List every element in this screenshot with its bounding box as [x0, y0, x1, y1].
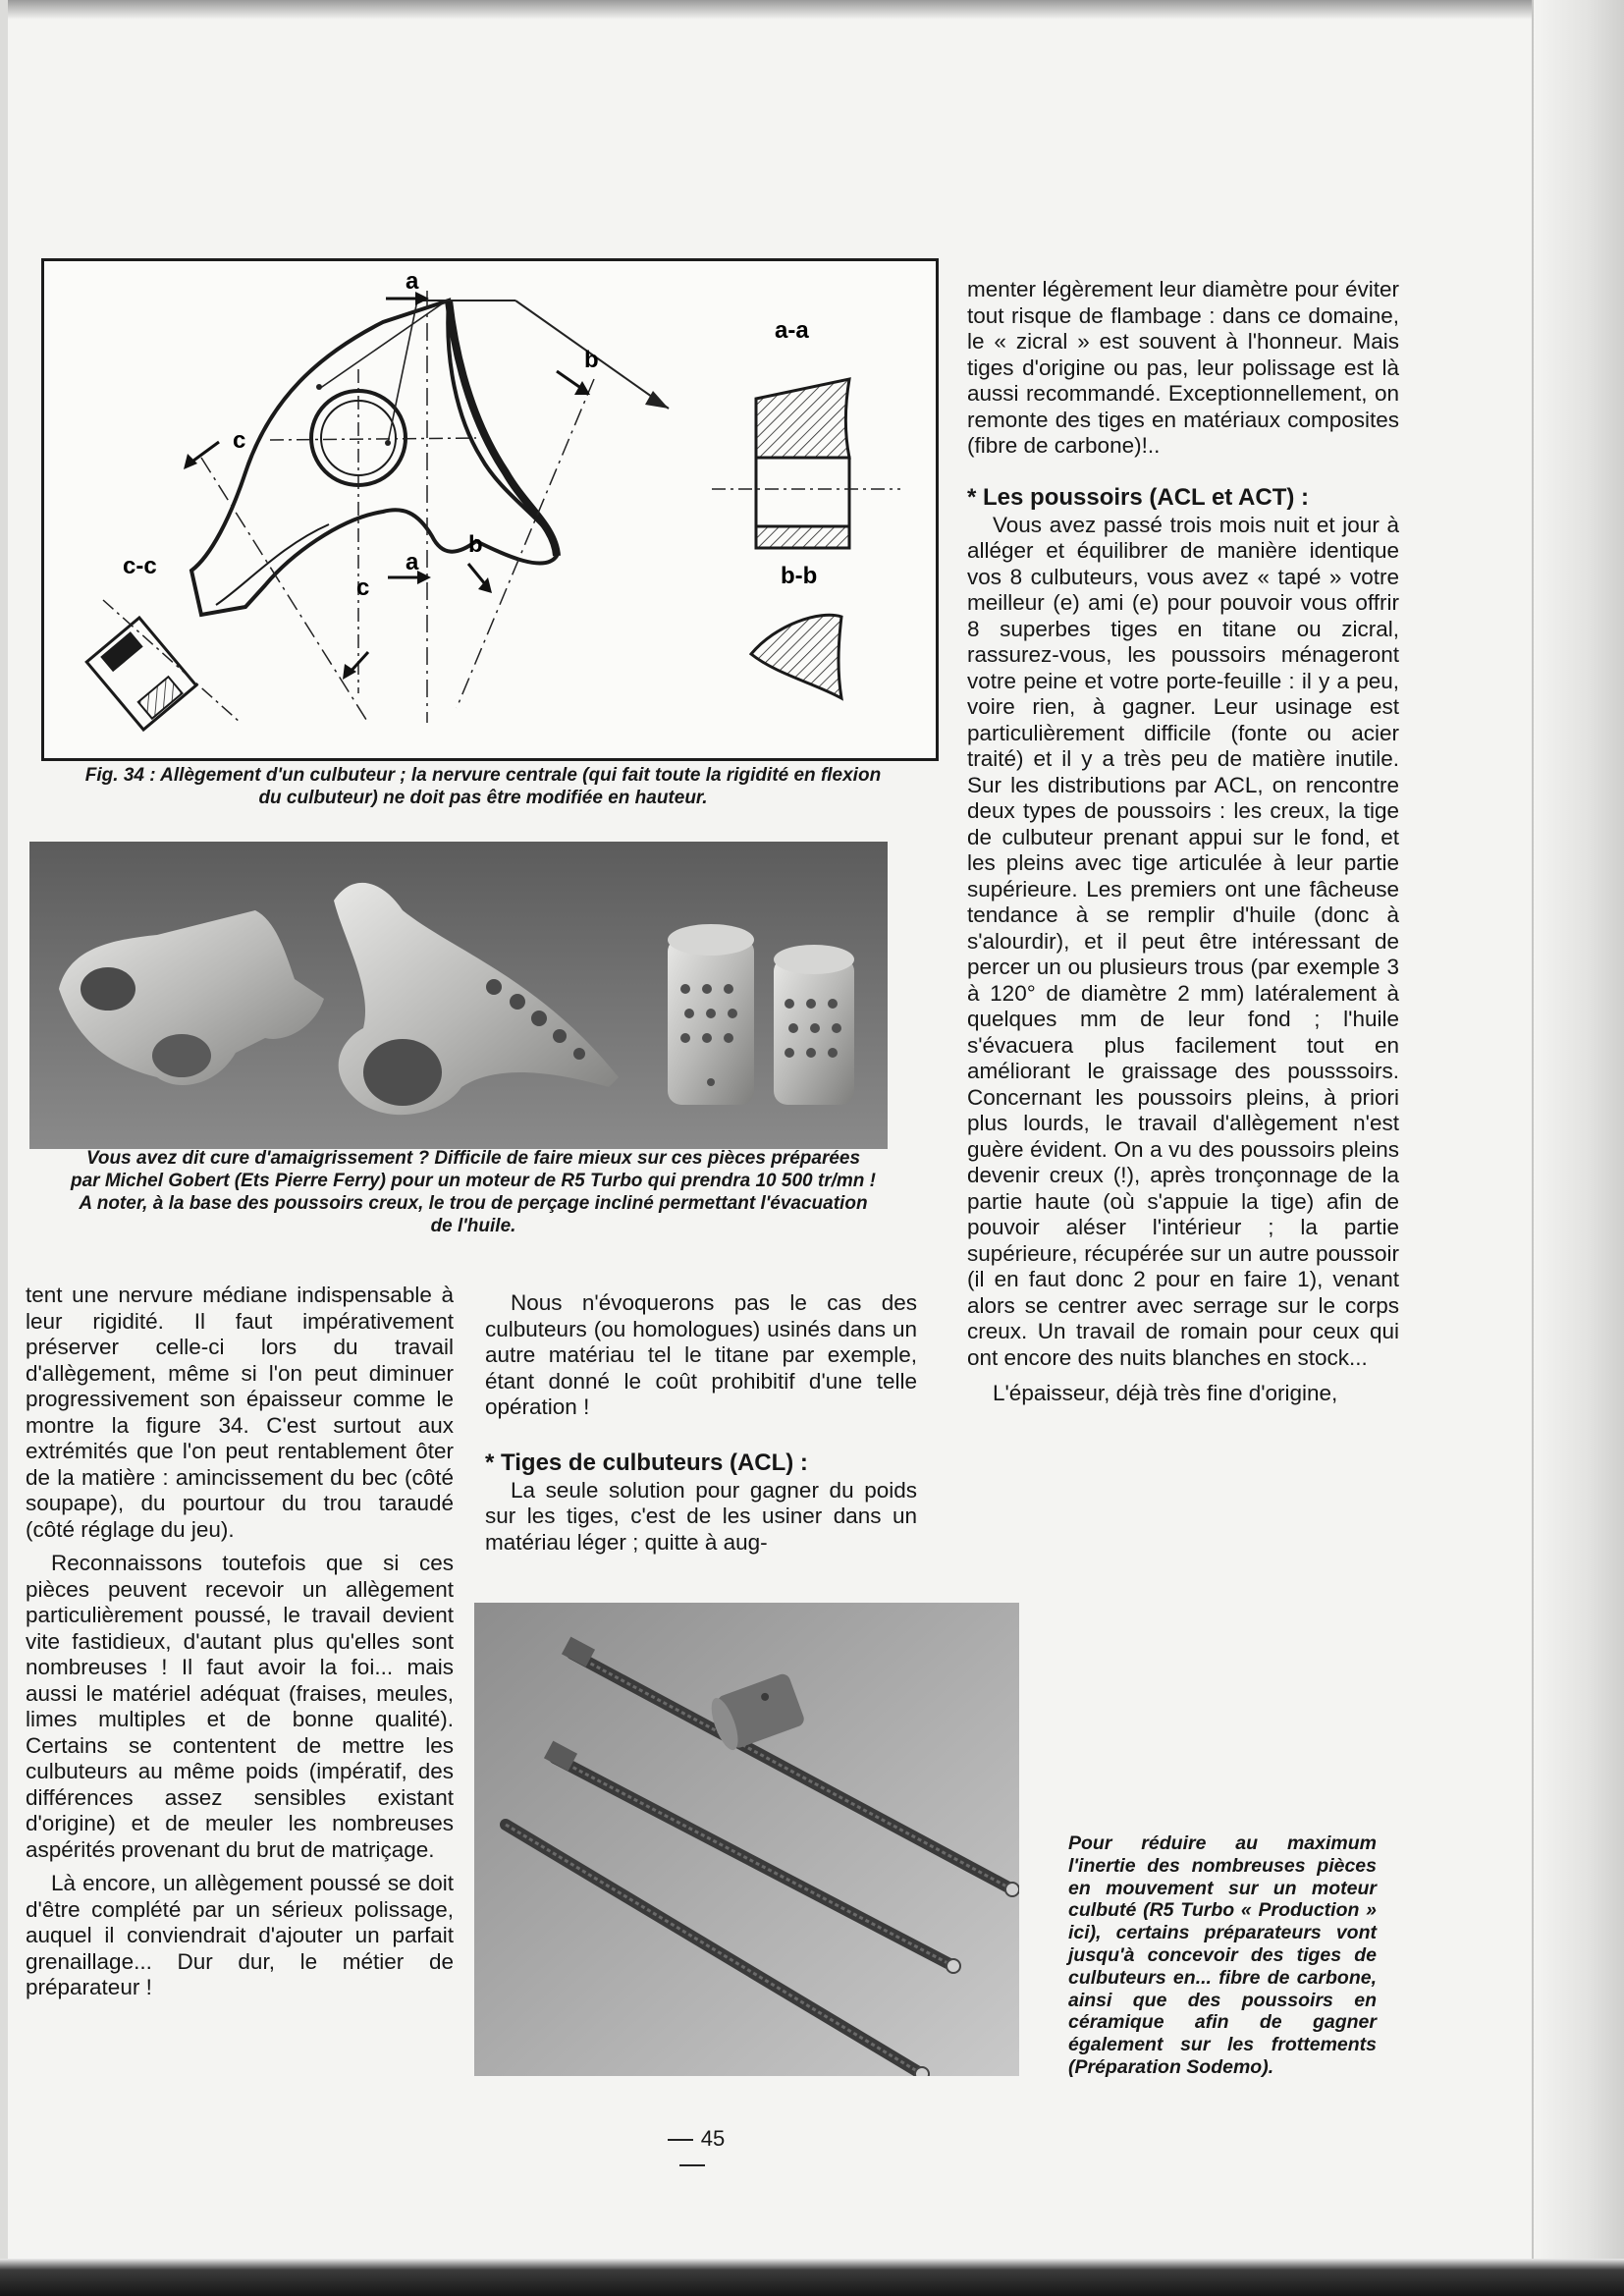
photo-pushrods	[474, 1603, 1019, 2076]
photo-rocker-arms	[29, 842, 888, 1149]
label-cc: c-c	[123, 553, 157, 579]
scan-shadow-top	[0, 0, 1624, 20]
column-2-paragraph-2: La seule solution pour gagner du poids sur les tiges, c'est de les usiner dans un matériau léger ; quitte à aug-	[485, 1477, 917, 1555]
figure-34-caption-line2: du culbuteur) ne doit pas être modifiée en hauteur.	[258, 788, 708, 808]
label-b-bottom: b	[468, 531, 483, 558]
figure-34-caption-line1: Fig. 34 : Allègement d'un culbuteur ; la nervure centrale (qui fait toute la rigidité en flexion	[84, 765, 882, 786]
text-column-3	[967, 277, 1399, 1407]
page-number-value: 45	[700, 2126, 726, 2151]
section-aa	[756, 379, 849, 458]
rocker-arm-drawing	[44, 261, 936, 758]
scan-shadow-right	[1532, 0, 1624, 2259]
photo-rocker-arms-graphic	[29, 842, 888, 1149]
photo-1-caption-line1: Vous avez dit cure d'amaigrissement ? Difficile de faire mieux sur ces pièces préparées	[85, 1148, 861, 1169]
column-2-paragraph-1: Nous n'évoquerons pas le cas des culbuteurs (ou homologues) usinés dans un autre matériau tel le titane par exemple, étant donné le coût prohibitif d'une telle opération !	[485, 1290, 917, 1419]
column-3-paragraph-1: menter légèrement leur diamètre pour éviter tout risque de flambage : dans ce domaine, le « zicral » est souvent à l'honneur. Mais tiges d'origine ou pas, leur polissage est là aussi recommandé. Exceptionnellement, on remonte des tiges en matériaux composites (fibre de carbone)!..	[967, 277, 1399, 458]
label-a-top: a	[406, 268, 419, 295]
text-column-1	[26, 1283, 454, 2001]
rocker-outline	[191, 301, 558, 615]
column-3-paragraph-2: Vous avez passé trois mois nuit et jour à alléger et équilibrer de manière identique vos 8 culbuteurs, vous avez « tapé » votre meilleur (e) ami (e) pour pouvoir vous offrir 8 superbes tiges en titane ou zicral, rassurez-vous, les poussoirs ménageront votre peine et votre porte-feuille : il y a peu, voire rien, à gagner. Leur usinage est particulièrement difficile (fonte ou acier traité) et il y a très peu de matière inutile. Sur les distributions par ACL, on rencontre deux types de poussoirs : les creux, la tige de culbuteur prenant appui sur le fond, et les pleins avec tige articulée à leur partie supérieure. Les premiers ont une fâcheuse tendance à se remplir d'huile (donc à s'alourdir), et il peut être intéressant de percer un ou plusieurs trous (par exemple 3 à 120° de diamètre 2 mm) latéralement à quelques mm de leur fond ; l'huile s'évacuera plus facilement tout en améliorant le graissage des pousssoirs. Concernant les poussoirs pleins, à priori plus lourds, le travail d'allègement n'est guère évident. On a vu des poussoirs pleins devenir creux (!), après tronçonnage de la partie haute (où s'appuie la tige) afin de pouvoir aléser l'intérieur ; la partie supérieure, récupérée sur un autre poussoir (il en faut donc 2 pour en faire 1), venant alors se centrer avec serrage sur le corps creux. Un travail de romain pour ceux qui ont encore des nuits blanches en stock...	[967, 512, 1399, 1370]
heading-les-poussoirs: * Les poussoirs (ACL et ACT) :	[967, 483, 1310, 511]
photo-rocker-arms-caption	[22, 1147, 925, 1237]
page-fold	[1532, 0, 1534, 2259]
photo-1-caption-line3: A noter, à la base des poussoirs creux, le trou de perçage incliné permettant l'évacuation	[79, 1193, 868, 1214]
photo-pushrods-graphic	[474, 1603, 1019, 2076]
column-1-paragraph-1: tent une nervure médiane indispensable à leur rigidité. Il faut impérativement préserver celle-ci lors du travail d'allègement, même si l'on peut diminuer progressivement son épaisseur comme le montre la figure 34. C'est surtout aux extrémités que l'on peut rentablement ôter de la matière : amincissement du bec (côté soupape), du pourtour du trou taraudé (côté réglage du jeu).	[26, 1283, 454, 1542]
text-column-2	[485, 1290, 917, 1556]
label-b-top: b	[584, 347, 599, 373]
photo-pushrods-caption: Pour réduire au maximum l'inertie des nombreuses pièces en mouvement sur un moteur culbuté (R5 Turbo « Production » ici), certains préparateurs vont jusqu'à concevoir des tiges de culbuteurs en... fibre de carbone, ainsi que des poussoirs en céramique afin de gagner également sur les frottements (Préparation Sodemo).	[1068, 1832, 1377, 2078]
page-number	[643, 2126, 741, 2177]
column-1-paragraph-2: Reconnaissons toutefois que si ces pièces peuvent recevoir un allègement particulièrement poussé, le travail devient vite fastidieux, d'autant plus qu'elles sont nombreuses ! Il faut avoir la foi... mais aussi le matériel adéquat (fraises, meules, limes multiples et de bonne qualité). Certains se contentent de mettre les culbuteurs au même poids (impératif, des différences assez sensibles existant d'origine) et de meuler les nombreuses aspérités provenant du brut de matriçage.	[26, 1551, 454, 1862]
section-cc	[86, 600, 241, 730]
label-c-bottom: c	[356, 574, 370, 601]
scan-shadow-left	[0, 0, 8, 2259]
column-3-paragraph-3: L'épaisseur, déjà très fine d'origine,	[993, 1381, 1338, 1405]
photo-1-caption-line2: par Michel Gobert (Ets Pierre Ferry) pour un moteur de R5 Turbo qui prendra 10 500 tr/mn !	[71, 1171, 876, 1191]
column-1-paragraph-3: Là encore, un allègement poussé se doit d'être complété par un sérieux polissage, auquel il conviendrait d'ajouter un parfait grenaillage... Dur dur, le métier de préparateur !	[26, 1871, 454, 1999]
section-bb	[751, 615, 841, 698]
figure-34-frame	[41, 258, 939, 761]
label-a-bottom: a	[406, 549, 419, 575]
label-aa: a-a	[775, 317, 809, 344]
label-c-left: c	[233, 427, 246, 454]
figure-34-caption	[22, 764, 945, 809]
scan-shadow-bottom	[0, 2259, 1624, 2296]
label-bb: b-b	[781, 563, 818, 589]
heading-tiges-de-culbuteurs: * Tiges de culbuteurs (ACL) :	[485, 1449, 808, 1476]
photo-1-caption-line4: de l'huile.	[430, 1216, 516, 1236]
